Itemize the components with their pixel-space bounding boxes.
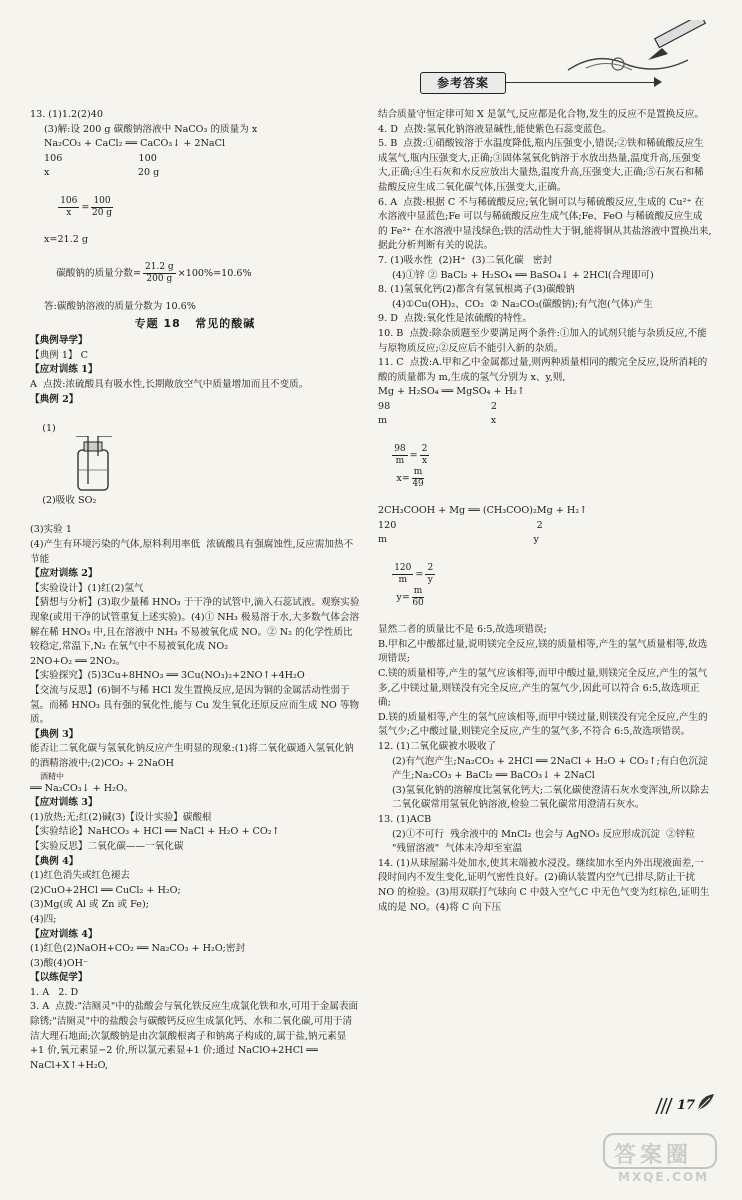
example-2-part4: (4)产生有环境污染的气体,原料利用率低 浓硫酸具有强腐蚀性,反应需加热不节能	[30, 539, 354, 565]
denominator: y	[427, 574, 433, 585]
q11-unknown-2: m y	[378, 534, 539, 546]
fraction	[425, 563, 435, 586]
watermark-text: 答案圈	[614, 1143, 693, 1168]
watermark-logo	[600, 1128, 720, 1188]
label: (1)	[42, 422, 56, 434]
gas-bottle-apparatus-icon	[66, 436, 120, 494]
training-3-line1: (1)放热;无;红(2)碱(3)【设计实验】碳酸根	[30, 811, 212, 823]
label: (2)吸收 SO₂	[42, 495, 97, 507]
example-3-equation: ══ Na₂CO₃↓ + H₂O。	[30, 782, 134, 794]
training-2-reflect: 【交流与反思】(6)铜不与稀 HCl 发生置换反应,是因为铜的金属活动性弱于氢。而稀 HNO₃ 具有强的氧化性,能与 Cu 发生氧化还原反应而生成 NO 等物质。	[30, 685, 360, 726]
q13-molar-mass: 106 100	[44, 152, 157, 164]
numerator: m	[413, 466, 423, 477]
training-1-answer: A 点拨:浓硫酸具有吸水性,长期敞放空气中质量增加而且不变质。	[30, 378, 309, 390]
q13-equation: Na₂CO₃ + CaCl₂ ══ CaCO₃↓ + 2NaCl	[44, 138, 226, 150]
fraction	[392, 444, 407, 467]
numerator: 120	[394, 562, 412, 573]
example-2-part3: (3)实验 1	[30, 524, 72, 536]
decorative-slashes-icon	[654, 1096, 676, 1114]
example-3-condition: 酒精中	[40, 771, 64, 781]
page-header	[418, 20, 718, 100]
q11-option-d: D.镁的质量相等,产生的氢气应该相等,而甲中镁过量,则镁没有完全反应,产生的氢气少;乙中酸过量,则镁完全反应,产生的氢气多,不符合 6:5,故选项错误。	[378, 711, 708, 738]
training-2-analysis: 【猜想与分析】(3)取少量稀 HNO₃ 于干净的试管中,滴入石蕊试液。观察实验现象(或用干净的试管重复上述实验)。(4)① NH₃ 极易溶于水,大多数气体会溶解在稀 HNO₃ 中,且在溶液中 NH₃ 不易被氧化成 NO。② N₂ 的化学性质比较稳定,常温下,N₂ 在氧气中不易被氧化成 NO₂	[30, 597, 360, 653]
section-guide: 【典例导学】	[30, 335, 88, 347]
q7-part4: (4)①锌 ② BaCl₂ + H₂SO₄ ══ BaSO₄↓ + 2HCl(合理即可)	[392, 269, 654, 281]
q11-option-b: B.甲和乙中酸都过量,说明镁完全反应,镁的质量相等,产生的氢气质量相等,故选项错误;	[378, 638, 708, 665]
pen-illustration-icon	[418, 20, 718, 80]
training-4-line1: (1)红色(2)NaOH+CO₂ ══ Na₂CO₃ + H₂O;密封	[30, 943, 246, 955]
arrow-icon	[654, 77, 662, 87]
q9: 9. D 点拨:氧化性是浓硫酸的特性。	[378, 313, 532, 325]
q13-right-part2: (2)①不可行 残余液中的 MnCl₂ 也会与 AgNO₃ 反应形成沉淀 ②锌粒 "残留溶液" 气体未冷却至室温	[392, 828, 701, 855]
fraction	[58, 196, 79, 219]
fraction	[392, 563, 413, 586]
example-3-heading: 【典例 3】	[30, 728, 79, 740]
example-4-line1: (1)红色消失或红色褪去	[30, 870, 130, 882]
training-2-heading: 【应对训练 2】	[30, 568, 98, 580]
q13-answer: 答:碳酸钠溶液的质量分数为 10.6%	[44, 300, 196, 312]
numerator: 98	[394, 443, 406, 454]
q12: 12. (1)二氧化碳被水吸收了	[378, 740, 497, 752]
q11: 11. C 点拨:A.甲和乙中金属都过量,则两种质量相同的酸完全反应,设所消耗的酸的质量都为 m,生成的氢气分别为 x、y,则,	[378, 357, 708, 383]
q12-part3: (3)氢氧化钠的溶解度比氢氧化钙大;二氧化碳使澄清石灰水变浑浊,所以除去二氧化碳常用氢氧化钠溶液,检验二氧化碳常用澄清石灰水。	[392, 784, 710, 811]
q13-line2: (3)解:设 200 g 碳酸钠溶液中 NaCO₃ 的质量为 x	[44, 123, 258, 135]
q12-part2: (2)有气泡产生;Na₂CO₃ + 2HCl ══ 2NaCl + H₂O + CO₂↑;有白色沉淀产生;Na₂CO₃ + BaCl₂ ══ BaCO₃↓ + 2NaCl	[392, 755, 708, 782]
q11-unknown-1: m x	[378, 415, 497, 427]
q7: 7. (1)吸水性 (2)H⁺ (3)二氧化碳 密封	[378, 254, 553, 266]
q11-ratio-1: $\frac{98}{m}$ = $\frac{2}{x}$ x= $\frac{m}{49}$	[394, 443, 428, 489]
example-4-line4: (4)四;	[30, 913, 57, 925]
practice-3: 3. A 点拨:"洁厕灵"中的盐酸会与氧化铁反应生成氯化铁和水,可用于金属表面除锈;"洁厕灵"中的盐酸会与碳酸钙反应生成氯化钙、水和二氧化碳,可用于清洁大理石地面;次氯酸钠是由次氯酸根离子和钠离子构成的,属于盐,钠元素显+1 价,氧元素显−2 价,所以氯元素显+1 价;通过 NaClO+2HCl ══ NaCl+X↑+H₂O,	[30, 1001, 359, 1071]
label: x=	[396, 472, 410, 484]
q6: 6. A 点拨:根据 C 不与稀硫酸反应;氧化铜可以与稀硫酸反应,生成的 Cu²⁺ 在水溶液中显蓝色;Fe 可以与稀硫酸反应生成气体;Fe、FeO 与稀硫酸反应生成的 Fe²⁺ 在水溶液中显浅绿色;铁的活动性大于铜,能将铜从其盐溶液中置换出来,据此分析判断有关的说法。	[378, 196, 712, 252]
example-2-heading: 【典例 2】	[30, 393, 79, 405]
right-column	[378, 108, 712, 915]
q13-right: 13. (1)ACB	[378, 813, 432, 825]
training-4-line2: (3)酸(4)OH⁻	[30, 957, 89, 969]
label: ×100%=10.6%	[177, 268, 252, 280]
q8-part4: (4)①Cu(OH)₂、CO₂ ② Na₂CO₃(碳酸钠);有气泡(气体)产生	[392, 298, 653, 310]
example-3-text: 能否让二氧化碳与氢氧化钠反应产生明显的现象:(1)将二氧化碳通入氢氧化钠的酒精溶液中;(2)CO₂ + 2NaOH	[30, 743, 354, 769]
numerator: 2	[421, 443, 428, 454]
q13-x-result: x=21.2 g	[44, 234, 89, 246]
leaf-icon	[696, 1092, 716, 1112]
denominator: m	[398, 574, 408, 585]
denominator: 20 g	[91, 207, 113, 218]
training-3-line2: 【实验结论】NaHCO₃ + HCl ══ NaCl + H₂O + CO₂↑	[30, 826, 280, 838]
denominator: 49	[412, 478, 424, 489]
training-3-heading: 【应对训练 3】	[30, 797, 98, 809]
q4: 4. D 点拨:氢氧化钠溶液显碱性,能使紫色石蕊变蓝色。	[378, 123, 612, 135]
numerator: 100	[93, 195, 111, 206]
answer-key-title: 参考答案	[420, 72, 506, 94]
example-2-part1	[30, 407, 360, 523]
q11-equation-2: 2CH₃COOH + Mg ══ (CH₃COO)₂Mg + H₂↑	[378, 505, 588, 517]
label: 碳酸钠的质量分数=	[56, 268, 141, 280]
q14: 14. (1)从球屋漏斗处加水,使其末端被水浸没。继续加水至内外出现液面差,一段时间内不发生变化,证明气密性良好。(2)确认装置内空气已排尽,防止干扰 NO 的检验。(3)用双联打气球向 C 中鼓入空气,C 中无色气变为红棕色,证明生成的是 NO。(4)将 C 向下压	[378, 857, 710, 913]
fraction	[412, 467, 425, 490]
q11-option-c: C.镁的质量相等,产生的氢气应该相等,而甲中酸过量,则镁完全反应,产生的氢气多,乙中镁过量,则镁没有完全反应,产生的氢气少,因此可以符合 6:5,故选项正确;	[378, 668, 708, 709]
q13-unknowns: x 20 g	[44, 167, 160, 179]
numerator: 106	[60, 195, 78, 206]
numerator: 21.2 g	[145, 262, 174, 273]
watermark-url: MXQE.COM	[618, 1170, 710, 1184]
denominator: x	[66, 207, 72, 218]
training-4-heading: 【应对训练 4】	[30, 928, 98, 940]
label: y=	[396, 591, 410, 603]
denominator: m	[395, 455, 405, 466]
numerator: 2	[427, 562, 434, 573]
q11-molar-2: 120 2	[378, 519, 543, 531]
example-4-line3: (3)Mg(或 Al 或 Zn 或 Fe);	[30, 899, 149, 911]
fraction	[91, 196, 112, 219]
left-column	[30, 108, 360, 1073]
example-4-heading: 【典例 4】	[30, 855, 79, 867]
header-rule	[506, 82, 656, 83]
q13-percent	[30, 248, 360, 300]
q3-continued: 结合质量守恒定律可知 X 是氯气,反应都是化合物,发生的反应不是置换反应。	[378, 109, 705, 120]
example-4-line2: (2)CuO+2HCl ══ CuCl₂ + H₂O;	[30, 884, 181, 896]
q13-ratio: $\frac{106}{x}$ = $\frac{100}{20 g}$	[60, 195, 113, 218]
training-2-explore: 【实验探究】(5)3Cu+8HNO₃ ══ 3Cu(NO₃)₂+2NO↑+4H₂O	[30, 670, 305, 682]
fraction	[412, 586, 425, 609]
q11-conclusion-a: 显然二者的质量比不是 6:5,故选项错误;	[378, 624, 547, 636]
practice-1-2: 1. A 2. D	[30, 986, 79, 998]
topic-title: 专题 18 常见的酸碱	[134, 316, 256, 330]
denominator: 60	[412, 597, 424, 608]
fraction	[143, 262, 176, 285]
numerator: m	[413, 585, 423, 596]
q8: 8. (1)氢氧化钙(2)都含有氢氧根离子(3)碳酸钠	[378, 284, 575, 296]
page-number: 17	[677, 1098, 696, 1113]
denominator: x	[422, 455, 428, 466]
example-1: 【典例 1】 C	[30, 349, 88, 361]
training-2-equation: 2NO+O₂ ══ 2NO₂。	[30, 655, 126, 667]
training-2-design: 【实验设计】(1)红(2)氢气	[30, 582, 144, 594]
q11-molar-1: 98 2	[378, 400, 497, 412]
training-3-line3: 【实验反思】二氧化碳——一氧化碳	[30, 840, 184, 852]
practice-heading: 【以练促学】	[30, 972, 88, 984]
denominator: 200 g	[146, 274, 173, 285]
training-1-heading: 【应对训练 1】	[30, 364, 98, 376]
q5: 5. B 点拨:①硝酸铵溶于水温度降低,瓶内压强变小,错误;②铁和稀硫酸反应生成氢气,瓶内压强变大,正确;③固体氢氧化钠溶于水放出热量,温度升高,压强变大,正确;④生石灰和水反应放出大量热,温度升高,压强变大,正确;⑤石灰石和稀盐酸反应生成二氧化碳气体,压强变大,正确。	[378, 138, 704, 193]
q13-line1: 13. (1)1.2(2)40	[30, 109, 103, 120]
q11-ratio-2: $\frac{120}{m}$ = $\frac{2}{y}$ y= $\frac{m}{60}$	[394, 562, 434, 608]
q10: 10. B 点拨:除杂质题至少要满足两个条件:①加入的试剂只能与杂质反应,不能与原物质反应;②反应后不能引入新的杂质。	[378, 327, 707, 354]
fraction	[420, 444, 430, 467]
q11-equation-1: Mg + H₂SO₄ ══ MgSO₄ + H₂↑	[378, 386, 525, 398]
